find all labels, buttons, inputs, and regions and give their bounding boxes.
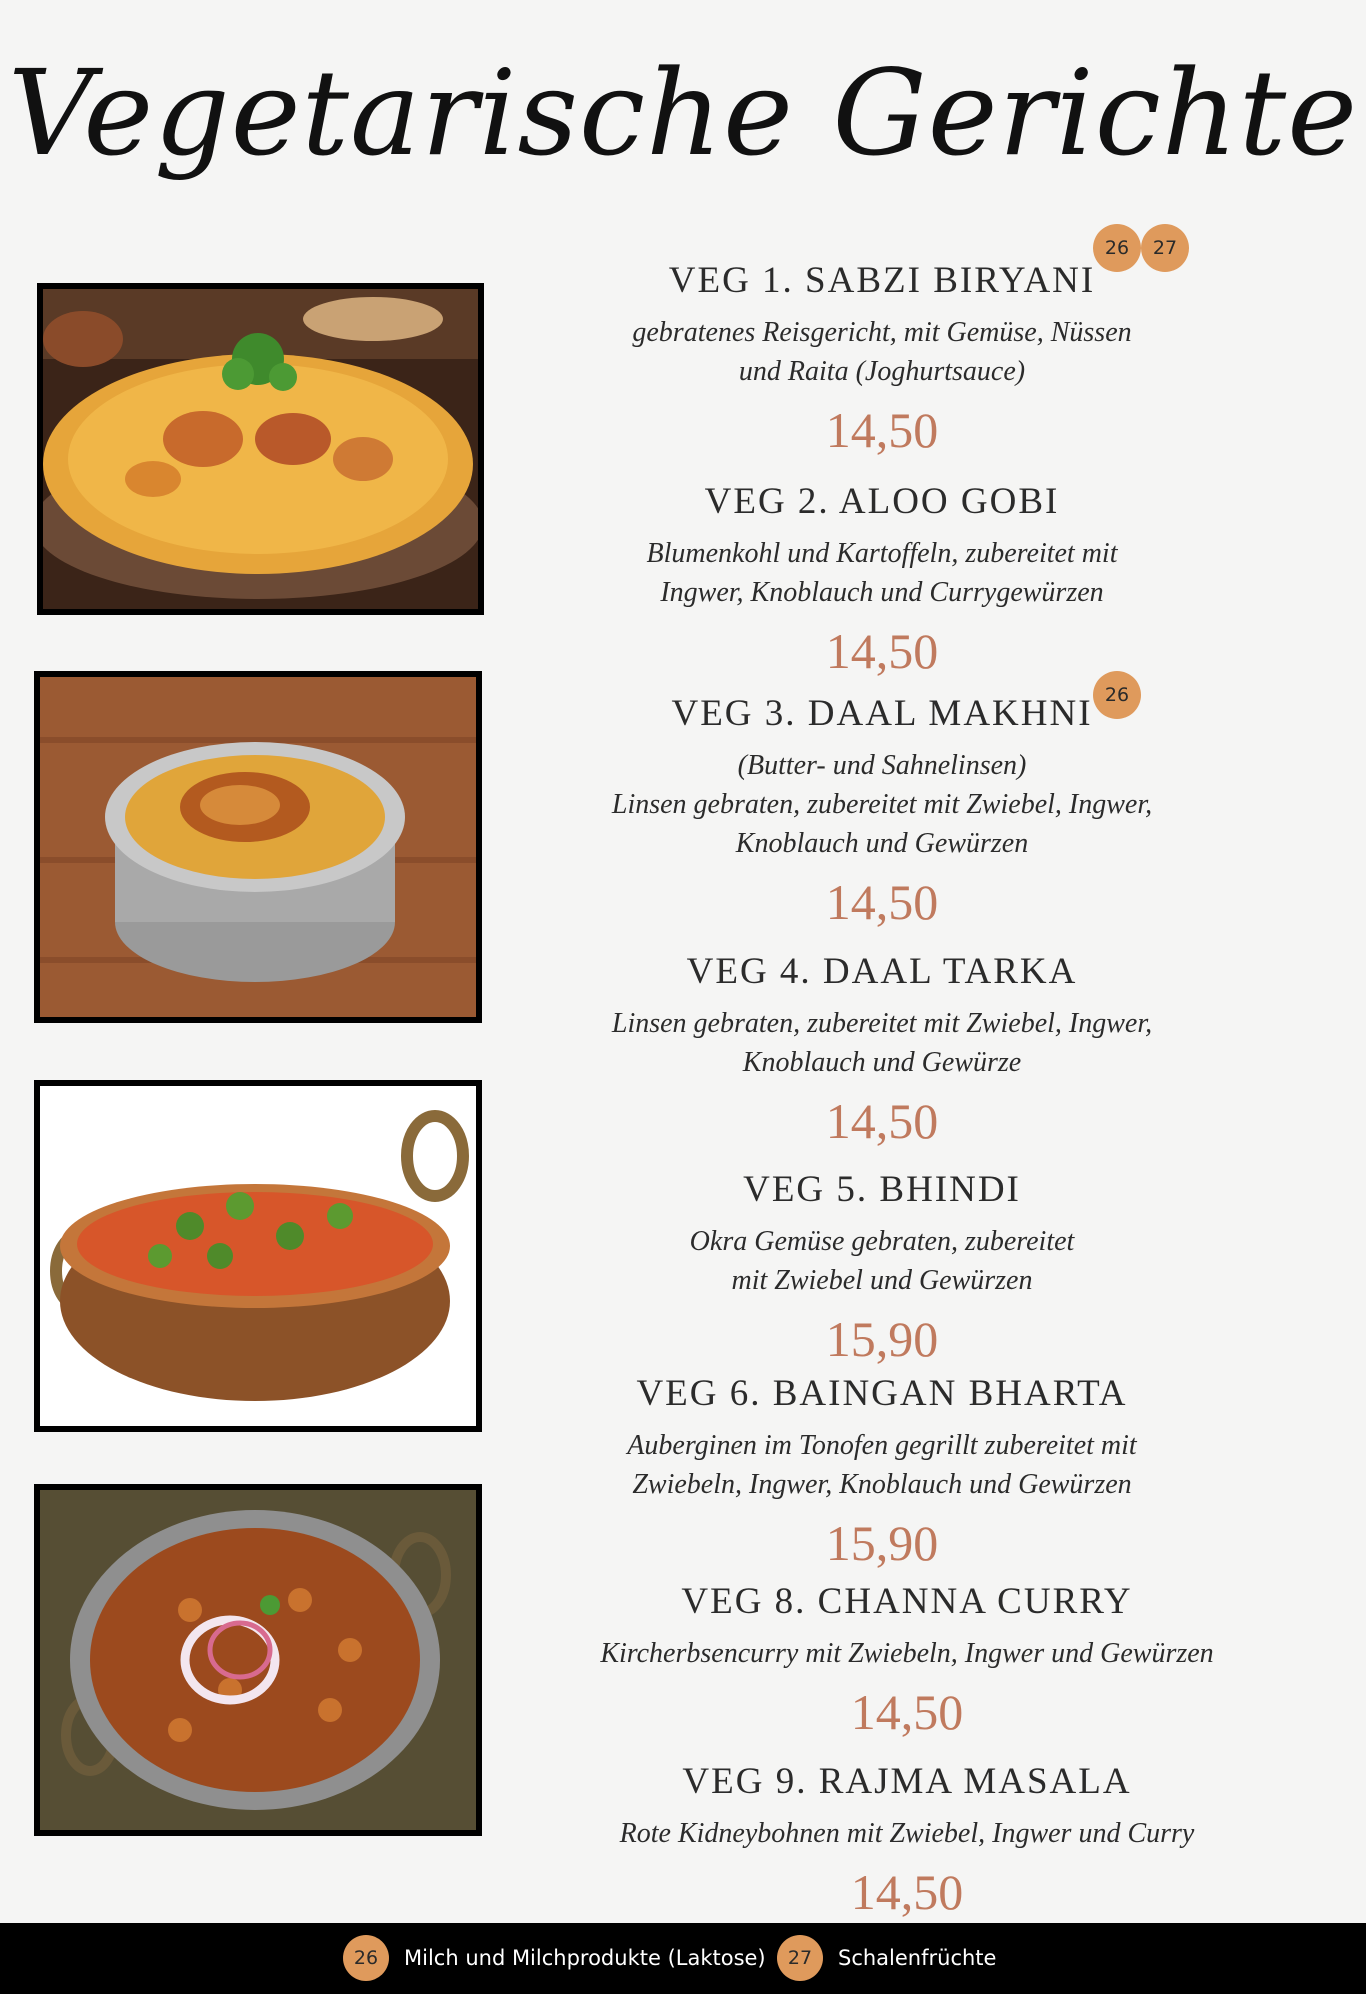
photo-daal-makhni — [34, 671, 482, 1023]
menu-item — [512, 1168, 1252, 1366]
dish-description — [512, 1004, 1252, 1082]
dish-description — [512, 313, 1252, 391]
allergen-label: Milch und Milchprodukte (Laktose) — [404, 1946, 766, 1970]
dish-description — [512, 746, 1252, 863]
dish-description — [512, 1222, 1252, 1300]
description-line: Okra Gemüse gebraten, zubereitet — [689, 1226, 1075, 1257]
photo-sabzi-biryani — [37, 283, 484, 615]
dish-price: 14,50 — [825, 1093, 939, 1149]
description-line: gebratenes Reisgericht, mit Gemüse, Nüssen — [632, 317, 1132, 348]
dish-name: VEG 6. BAINGAN BHARTA — [636, 1373, 1128, 1414]
dish-name: VEG 8. CHANNA CURRY — [681, 1581, 1133, 1622]
description-line: Zwiebeln, Ingwer, Knoblauch und Gewürzen — [632, 1469, 1132, 1500]
dish-name: VEG 5. BHINDI — [743, 1169, 1021, 1210]
description-line: Ingwer, Knoblauch und Currygewürzen — [660, 577, 1104, 608]
dish-name: VEG 1. SABZI BIRYANI — [668, 260, 1096, 301]
allergen-badge: 26 — [343, 1935, 389, 1981]
dish-description — [512, 534, 1252, 612]
menu-item — [512, 1760, 1302, 1919]
menu-item — [512, 1580, 1302, 1739]
description-line: Auberginen im Tonofen gegrillt zubereitet mit — [627, 1430, 1137, 1461]
allergen-badge: 26 — [1093, 224, 1141, 272]
photo-bhindi — [34, 1080, 482, 1432]
page-title: Vegetarische Gerichte — [7, 44, 1359, 182]
dish-description — [512, 1814, 1302, 1853]
allergen-legend — [0, 1923, 1366, 1994]
dish-name: VEG 3. DAAL MAKHNI — [671, 693, 1093, 734]
menu-item — [512, 1372, 1252, 1570]
description-line: (Butter- und Sahnelinsen) — [737, 750, 1027, 781]
allergen-label: Schalenfrüchte — [838, 1946, 997, 1970]
allergen-badge: 26 — [1093, 671, 1141, 719]
dish-price: 14,50 — [850, 1684, 964, 1740]
allergen-badge: 27 — [1141, 224, 1189, 272]
description-line: Rote Kidneybohnen mit Zwiebel, Ingwer und Curry — [619, 1818, 1195, 1849]
description-line: Blumenkohl und Kartoffeln, zubereitet mit — [646, 538, 1118, 569]
dish-name: VEG 4. DAAL TARKA — [686, 951, 1078, 992]
dish-description — [512, 1426, 1252, 1504]
photo-channa-curry — [34, 1484, 482, 1836]
allergen-badge: 27 — [777, 1935, 823, 1981]
dish-name: VEG 2. ALOO GOBI — [704, 481, 1060, 522]
dish-price: 14,50 — [825, 623, 939, 679]
description-line: Knoblauch und Gewürzen — [735, 828, 1029, 859]
dish-price: 14,50 — [825, 874, 939, 930]
menu-item — [512, 692, 1252, 929]
dish-price: 14,50 — [850, 1864, 964, 1920]
dish-name: VEG 9. RAJMA MASALA — [682, 1761, 1132, 1802]
description-line: Kircherbsencurry mit Zwiebeln, Ingwer und Gewürzen — [600, 1638, 1214, 1669]
dish-price: 15,90 — [825, 1311, 939, 1367]
menu-item — [512, 950, 1252, 1148]
dish-price: 14,50 — [825, 402, 939, 458]
dish-price: 15,90 — [825, 1515, 939, 1571]
description-line: Linsen gebraten, zubereitet mit Zwiebel, Ingwer, — [611, 1008, 1153, 1039]
menu-item — [512, 259, 1252, 457]
description-line: und Raita (Joghurtsauce) — [738, 356, 1026, 387]
description-line: Knoblauch und Gewürze — [742, 1047, 1022, 1078]
menu-item — [512, 480, 1252, 678]
description-line: Linsen gebraten, zubereitet mit Zwiebel, Ingwer, — [611, 789, 1153, 820]
dish-description — [512, 1634, 1302, 1673]
description-line: mit Zwiebel und Gewürzen — [731, 1265, 1033, 1296]
